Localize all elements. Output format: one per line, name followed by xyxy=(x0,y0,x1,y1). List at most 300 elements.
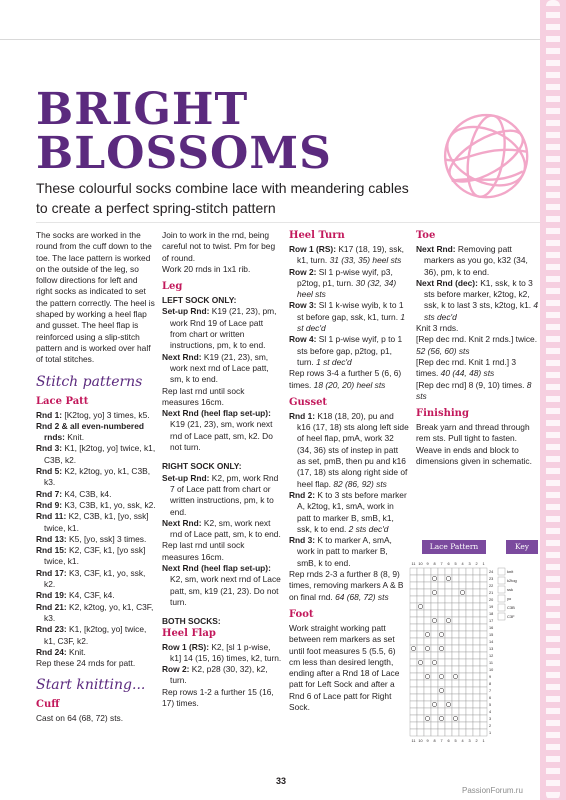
toe-rep-2: [Rep dec rnd. Knit 1 rnd.] 3 times. 40 (44, 48) sts xyxy=(416,356,517,379)
chart-cell xyxy=(480,722,487,729)
chart-cell xyxy=(473,617,480,624)
chart-cell xyxy=(480,666,487,673)
gusset-rnd-2: Rnd 2: K to 3 sts before marker A, k2tog, k1, smA, work in patt to marker B, smB, k1, ssk, k to end. 2 sts dec'd xyxy=(289,489,407,534)
chart-cell xyxy=(417,624,424,631)
key-swatch xyxy=(498,613,505,620)
chart-cell xyxy=(445,715,452,722)
chart-cell xyxy=(410,722,417,729)
chart-cell xyxy=(466,722,473,729)
chart-cell xyxy=(417,631,424,638)
side-decorative-strip xyxy=(540,0,566,800)
lace-row: Rnd 24: Knit. xyxy=(36,646,86,657)
chart-cell xyxy=(473,610,480,617)
col-number: 3 xyxy=(468,739,471,743)
col-number: 2 xyxy=(475,739,478,743)
row-number: 14 xyxy=(489,640,494,644)
chart-cell xyxy=(473,666,480,673)
chart-cell xyxy=(452,729,459,736)
chart-cell xyxy=(417,582,424,589)
col-number: 11 xyxy=(411,562,416,566)
cuff-heading: Cuff xyxy=(36,699,60,711)
chart-cell xyxy=(473,715,480,722)
row-number: 13 xyxy=(489,647,494,651)
chart-cell xyxy=(480,568,487,575)
col-number: 7 xyxy=(440,739,443,743)
chart-cell xyxy=(473,694,480,701)
chart-cell xyxy=(445,729,452,736)
chart-cell xyxy=(459,666,466,673)
chart-cell xyxy=(445,568,452,575)
chart-cell xyxy=(473,729,480,736)
chart-cell xyxy=(473,603,480,610)
row-number: 5 xyxy=(489,703,492,707)
lace-row: Rnd 2 & all even-numbered rnds: Knit. xyxy=(36,420,144,443)
chart-cell xyxy=(431,645,438,652)
header-rule xyxy=(0,39,540,40)
chart-cell xyxy=(459,687,466,694)
chart-cell xyxy=(480,701,487,708)
chart-cell xyxy=(410,610,417,617)
chart-cell xyxy=(410,631,417,638)
chart-cell xyxy=(466,645,473,652)
chart-cell xyxy=(452,638,459,645)
chart-cell xyxy=(431,694,438,701)
lace-patt-heading: Lace Patt xyxy=(36,395,89,407)
column-2 xyxy=(162,230,282,709)
watermark: PassionForum.ru xyxy=(462,786,523,795)
heel-turn-rep: Rep rows 3-4 a further 5 (6, 6) times. 18 (20, 20) heel sts xyxy=(289,368,402,390)
chart-cell xyxy=(438,708,445,715)
chart-cell xyxy=(424,666,431,673)
toe-dec-rnd: Next Rnd (dec): K1, ssk, k to 3 sts before marker, k2tog, k2, ssk, k to last 3 sts, k2tog, k1. 4 sts dec'd xyxy=(416,277,539,322)
spacer xyxy=(162,608,282,616)
chart-cell xyxy=(452,694,459,701)
key-label: yo xyxy=(507,596,512,601)
chart-cell xyxy=(431,610,438,617)
chart-cell xyxy=(480,645,487,652)
chart-cell xyxy=(459,638,466,645)
foot-text: Work straight working patt between rem markers as set until foot measures 5 (5.5, 6) cm less than desired length, ending after a Rnd 18 of Lace patt for Left Sock and after a Rnd 6 of Lace patt for Right Sock. xyxy=(289,622,400,712)
chart-cell xyxy=(466,659,473,666)
chart-cell xyxy=(431,603,438,610)
chart-cell xyxy=(466,596,473,603)
chart-cell xyxy=(424,722,431,729)
chart-cell xyxy=(459,610,466,617)
chart-cell xyxy=(452,575,459,582)
chart-cell xyxy=(438,624,445,631)
chart-cell xyxy=(438,666,445,673)
chart-cell xyxy=(424,708,431,715)
article-title xyxy=(36,84,332,179)
chart-cell xyxy=(431,624,438,631)
chart-cell xyxy=(452,610,459,617)
chart-cell xyxy=(438,596,445,603)
chart-cell xyxy=(459,722,466,729)
chart-cell xyxy=(459,729,466,736)
chart-cell xyxy=(410,617,417,624)
chart-cell xyxy=(452,701,459,708)
chart-cell xyxy=(473,652,480,659)
knit-chain-pattern xyxy=(546,0,560,800)
chart-cell xyxy=(410,596,417,603)
chart-cell xyxy=(445,673,452,680)
title-line-1: BRIGHT xyxy=(36,84,249,135)
chart-cell xyxy=(466,708,473,715)
chart-cell xyxy=(473,687,480,694)
chart-cell xyxy=(466,575,473,582)
left-rep-text: Rep last rnd until sock measures 16cm. xyxy=(162,385,245,407)
left-next-row: Next Rnd: K19 (21, 23), sm, work next rnd of Lace patt, sm, k to end. xyxy=(162,351,269,385)
chart-cell xyxy=(438,617,445,624)
lace-row: Rnd 23: K1, [k2tog, yo] twice, k1, C3F, k2. xyxy=(36,624,147,646)
heel-turn-row-3: Row 3: Sl 1 k-wise wyib, k to 1 st before gap, ssk, k1, turn. 1 st dec'd xyxy=(289,300,406,334)
chart-cell xyxy=(473,673,480,680)
chart-cell xyxy=(431,666,438,673)
chart-cell xyxy=(480,603,487,610)
chart-cell xyxy=(438,722,445,729)
chart-cell xyxy=(445,631,452,638)
chart-cell xyxy=(480,715,487,722)
chart-cell xyxy=(445,694,452,701)
chart-cell xyxy=(459,659,466,666)
chart-cell xyxy=(424,596,431,603)
row-number: 1 xyxy=(489,731,492,735)
chart-cell xyxy=(445,582,452,589)
chart-cell xyxy=(480,659,487,666)
chart-cell xyxy=(452,582,459,589)
chart-cell xyxy=(410,659,417,666)
column-4 xyxy=(416,230,540,467)
chart-cell xyxy=(410,715,417,722)
key-swatch xyxy=(498,577,505,584)
chart-cell xyxy=(473,680,480,687)
chart-cell xyxy=(459,631,466,638)
heel-flap-row-1: Row 1 (RS): K2, [sl 1 p-wise, k1] 14 (15, 16) times, k2, turn. xyxy=(162,641,282,663)
chart-cell xyxy=(473,722,480,729)
row-number: 18 xyxy=(489,612,494,616)
chart-cell xyxy=(410,575,417,582)
chart-cell xyxy=(445,603,452,610)
chart-cell xyxy=(473,624,480,631)
chart-cell xyxy=(459,673,466,680)
chart-cell xyxy=(424,701,431,708)
cuff-text: Cast on 64 (68, 72) sts. xyxy=(36,713,124,724)
chart-cell xyxy=(452,568,459,575)
chart-cell xyxy=(431,673,438,680)
chart-cell xyxy=(410,687,417,694)
chart-cell xyxy=(417,568,424,575)
gusset-heading: Gusset xyxy=(289,396,328,408)
chart-cell xyxy=(424,617,431,624)
key-label: k2tog xyxy=(507,578,517,583)
chart-cell xyxy=(431,568,438,575)
right-next-row: Next Rnd: K2, sm, work next rnd of Lace patt, sm, k to end. xyxy=(162,517,281,540)
toe-heading: Toe xyxy=(416,230,436,241)
lace-row: Rnd 13: K5, [yo, ssk] 3 times. xyxy=(36,533,147,544)
chart-cell xyxy=(459,582,466,589)
heel-turn-row-1: Row 1 (RS): K17 (18, 19), ssk, k1, turn. 31 (33, 35) heel sts xyxy=(289,244,404,266)
chart-cell xyxy=(410,589,417,596)
chart-cell xyxy=(438,582,445,589)
chart-cell xyxy=(424,603,431,610)
chart-cell xyxy=(445,680,452,687)
chart-cell xyxy=(410,680,417,687)
key-swatch xyxy=(498,568,505,575)
col-number: 9 xyxy=(426,739,429,743)
heel-turn-row-2: Row 2: Sl 1 p-wise wyif, p3, p2tog, p1, turn. 30 (32, 34) heel sts xyxy=(289,266,397,300)
col-number: 1 xyxy=(482,739,485,743)
heel-flap-row-2: Row 2: K2, p28 (30, 32), k2, turn. xyxy=(162,664,268,686)
chart-cell xyxy=(438,638,445,645)
title-line-2: BLOSSOMS xyxy=(36,128,332,179)
chart-cell xyxy=(459,701,466,708)
chart-cell xyxy=(410,638,417,645)
chart-cell xyxy=(452,617,459,624)
chart-cell xyxy=(480,631,487,638)
chart-cell xyxy=(417,645,424,652)
chart-cell xyxy=(424,568,431,575)
chart-cell xyxy=(410,603,417,610)
foot-heading: Foot xyxy=(289,608,314,620)
chart-cell xyxy=(424,589,431,596)
lace-row: Rnd 9: K3, C3B, k1, yo, ssk, k2. xyxy=(36,499,156,510)
chart-cell xyxy=(438,680,445,687)
chart-cell xyxy=(410,582,417,589)
chart-cell xyxy=(466,694,473,701)
chart-cell xyxy=(473,708,480,715)
chart-cell xyxy=(480,610,487,617)
chart-cell xyxy=(459,568,466,575)
chart-cell xyxy=(417,694,424,701)
article-subtitle: These colourful socks combine lace with meandering cables to create a perfect spring-stitch pattern xyxy=(36,180,409,216)
chart-cell xyxy=(459,603,466,610)
chart-cell xyxy=(466,673,473,680)
finishing-heading: Finishing xyxy=(416,408,469,420)
repeat-text: Rep these 24 rnds for patt. xyxy=(36,658,136,669)
row-number: 3 xyxy=(489,717,492,721)
chart-cell xyxy=(445,624,452,631)
key-swatch xyxy=(498,586,505,593)
row-number: 9 xyxy=(489,675,492,679)
chart-cell xyxy=(417,617,424,624)
chart-cell xyxy=(417,610,424,617)
column-3 xyxy=(289,230,409,713)
chart-cell xyxy=(452,631,459,638)
chart-cell xyxy=(466,652,473,659)
lace-pattern-tab: Lace Pattern xyxy=(422,540,486,554)
col-number: 3 xyxy=(468,562,471,566)
chart-cell xyxy=(466,589,473,596)
lace-chart xyxy=(404,540,538,764)
chart-cell xyxy=(459,624,466,631)
chart-cell xyxy=(410,701,417,708)
chart-cell xyxy=(424,652,431,659)
chart-cell xyxy=(459,652,466,659)
chart-cell xyxy=(410,568,417,575)
chart-cell xyxy=(466,638,473,645)
col-number: 6 xyxy=(447,562,450,566)
chart-cell xyxy=(452,645,459,652)
chart-cell xyxy=(459,715,466,722)
page-number: 33 xyxy=(276,776,287,786)
chart-cell xyxy=(438,729,445,736)
chart-cell xyxy=(452,603,459,610)
column-1 xyxy=(36,230,156,725)
col-number: 5 xyxy=(454,739,457,743)
chart-cell xyxy=(452,652,459,659)
chart-cell xyxy=(473,589,480,596)
toe-knit3: Knit 3 rnds. xyxy=(416,323,459,334)
chart-cell xyxy=(417,652,424,659)
col-number: 8 xyxy=(433,562,436,566)
chart-cell xyxy=(466,666,473,673)
row-number: 19 xyxy=(489,605,494,609)
left-heel-row: Next Rnd (heel flap set-up): K19 (21, 23), sm, work next rnd of Lace patt, sm, k2. Do not turn. xyxy=(162,408,273,453)
chart-cell xyxy=(452,589,459,596)
gusset-rep: Rep rnds 2-3 a further 8 (8, 9) times, removing markers A & B on final rnd. 64 (68, 72) sts xyxy=(289,569,404,602)
finishing-text: Break yarn and thread through rem sts. Pull tight to fasten. Weave in ends and block to dimensions given in schematic. xyxy=(416,422,532,467)
chart-cell xyxy=(424,610,431,617)
row-number: 10 xyxy=(489,668,494,672)
chart-cell xyxy=(466,624,473,631)
chart-cell xyxy=(417,687,424,694)
chart-cell xyxy=(410,666,417,673)
chart-cell xyxy=(473,659,480,666)
chart-cell xyxy=(424,729,431,736)
chart-cell xyxy=(459,575,466,582)
heel-turn-row-4: Row 4: Sl 1 p-wise wyif, p to 1 sts before gap, p2tog, p1, turn. 1 st dec'd xyxy=(289,334,403,367)
col-number: 6 xyxy=(447,739,450,743)
chart-cell xyxy=(466,680,473,687)
chart-cell xyxy=(480,624,487,631)
chart-cell xyxy=(473,645,480,652)
lace-row: Rnd 15: K2, C3F, k1, [yo ssk] twice, k1. xyxy=(36,545,146,567)
col-number: 10 xyxy=(418,739,423,743)
chart-cell xyxy=(466,729,473,736)
chart-cell xyxy=(473,638,480,645)
chart-cell xyxy=(473,575,480,582)
leg-heading: Leg xyxy=(162,281,183,293)
toe-rep-3: [Rep dec rnd] 8 (9, 10) times. 8 sts xyxy=(416,379,532,401)
chart-cell xyxy=(417,729,424,736)
chart-cell xyxy=(438,701,445,708)
gusset-rnd-3: Rnd 3: K to marker A, smA, work in patt to marker B, smB, k to end. xyxy=(289,535,392,568)
lace-row: Rnd 7: K4, C3B, k4. xyxy=(36,488,112,499)
chart-cell xyxy=(431,729,438,736)
key-label: ssk xyxy=(507,587,513,592)
lace-chart-grid xyxy=(404,556,538,766)
chart-cell xyxy=(417,680,424,687)
chart-cell xyxy=(417,575,424,582)
chart-cell xyxy=(417,638,424,645)
chart-cell xyxy=(466,715,473,722)
chart-cell xyxy=(452,666,459,673)
stitch-patterns-heading: Stitch patterns xyxy=(36,373,143,390)
chart-cell xyxy=(452,722,459,729)
chart-cell xyxy=(466,631,473,638)
chart-cell xyxy=(473,568,480,575)
chart-cell xyxy=(466,701,473,708)
chart-cell xyxy=(417,589,424,596)
spacer xyxy=(162,453,282,461)
chart-cell xyxy=(445,666,452,673)
chart-cell xyxy=(431,582,438,589)
chart-cell xyxy=(410,652,417,659)
chart-cell xyxy=(452,596,459,603)
chart-cell xyxy=(431,596,438,603)
chart-cell xyxy=(452,659,459,666)
chart-cell xyxy=(452,680,459,687)
chart-cell xyxy=(473,701,480,708)
right-setup-row: Set-up Rnd: K2, pm, work Rnd 7 of Lace patt from chart or written instructions, pm, k to end. xyxy=(162,472,279,517)
lace-row: Rnd 17: K3, C3F, k1, yo, ssk, k2. xyxy=(36,567,146,590)
chart-cell xyxy=(466,582,473,589)
chart-cell xyxy=(424,575,431,582)
chart-cell xyxy=(438,694,445,701)
chart-cell xyxy=(480,617,487,624)
right-heel-row: Next Rnd (heel flap set-up): K2, sm, work next rnd of Lace patt, sm, k19 (21, 23). Do not turn. xyxy=(162,563,281,607)
chart-cell xyxy=(466,617,473,624)
chart-cell xyxy=(438,568,445,575)
col-number: 7 xyxy=(440,562,443,566)
col-number: 9 xyxy=(426,562,429,566)
chart-cell xyxy=(445,645,452,652)
chart-cell xyxy=(480,582,487,589)
chart-cell xyxy=(417,596,424,603)
chart-cell xyxy=(445,722,452,729)
chart-cell xyxy=(445,638,452,645)
row-number: 2 xyxy=(489,724,492,728)
chart-cell xyxy=(417,701,424,708)
col-number: 1 xyxy=(482,562,485,566)
heel-flap-heading: Heel Flap xyxy=(162,627,216,639)
chart-cell xyxy=(452,708,459,715)
chart-cell xyxy=(424,638,431,645)
key-tab: Key xyxy=(506,540,538,554)
chart-cell xyxy=(445,589,452,596)
col-number: 11 xyxy=(411,739,416,743)
chart-cell xyxy=(438,652,445,659)
lace-row: Rnd 19: K4, C3F, k4. xyxy=(36,590,115,601)
key-label: knit xyxy=(507,569,514,574)
chart-cell xyxy=(445,610,452,617)
divider xyxy=(36,222,540,223)
chart-cell xyxy=(417,722,424,729)
row-number: 23 xyxy=(489,577,494,581)
heel-flap-rep: Rep rows 1-2 a further 15 (16, 17) times. xyxy=(162,686,274,708)
chart-cell xyxy=(473,596,480,603)
chart-cell xyxy=(445,708,452,715)
col-number: 10 xyxy=(418,562,423,566)
chart-cell xyxy=(480,673,487,680)
chart-cell xyxy=(410,694,417,701)
chart-cell xyxy=(459,645,466,652)
chart-cell xyxy=(480,729,487,736)
chart-cell xyxy=(466,568,473,575)
chart-cell xyxy=(466,687,473,694)
chart-cell xyxy=(424,659,431,666)
right-rep-text: Rep last rnd until sock measures 16cm. xyxy=(162,540,245,562)
chart-cell xyxy=(410,624,417,631)
row-number: 7 xyxy=(489,689,492,693)
col-number: 4 xyxy=(461,739,464,743)
chart-cell xyxy=(480,652,487,659)
lace-row: Rnd 11: K2, C3B, k1, [yo, ssk] twice, k1. xyxy=(36,511,149,533)
key-label: C3B xyxy=(507,605,515,610)
chart-cell xyxy=(466,603,473,610)
intro-text: The socks are worked in the round from the cuff down to the toe. The lace pattern is worked on the outside of the leg, so follow directions for left and right socks as indicated to set the pattern correctly. The heel is shaped by working a heel flap and gusset. The heel flap is reinforced using a slip-stitch pattern and is worked over half of total stitches. xyxy=(36,230,155,365)
chart-cell xyxy=(424,687,431,694)
